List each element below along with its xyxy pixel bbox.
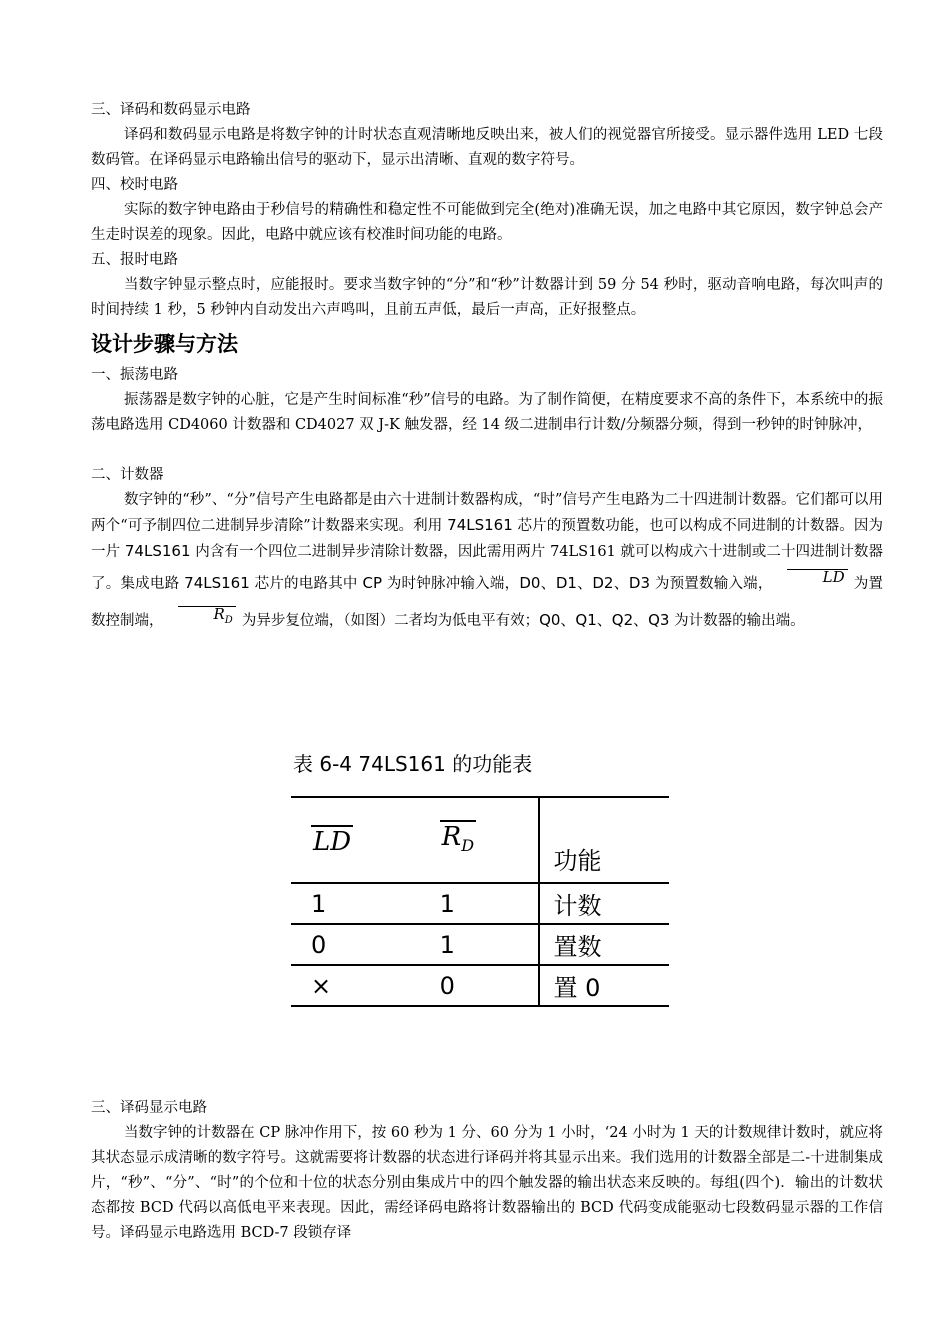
table-header-row bbox=[291, 797, 669, 883]
section-title-decoder-display: 三、译码和数码显示电路 bbox=[91, 102, 251, 118]
section-title-decoder-display-circuit: 三、译码显示电路 bbox=[91, 1100, 207, 1116]
document-body bbox=[91, 98, 883, 639]
paragraph-counter: 数字钟的“秒”、“分”信号产生电路都是由六十进制计数器构成，“时”信号产生电路为二十四进制计数器。它们都可以用两个“可予制四位二进制异步清除”计数器来实现。利用 74LS161 芯片的预置数功能，也可以构成不同进制的计数器。因为一片 74LS161 内含有一个四位二进制异步清除计数器，因此需用两片 74LS161 就可以构成六十进制或二十四进制计数器了。集成电路 74LS161 芯片的电路其中 CP 为时钟脉冲输入端，D0、D1、D2、D3 为预置数输入端， LD 为置数控制端， $R_D$ 为异步复位端，（如图）二者均为低电平有效；Q0、Q1、Q2、Q3 为计数器的输出端。 bbox=[91, 492, 884, 629]
table-row: × 0 置 0 bbox=[291, 965, 669, 1006]
header-rd: $R_D$ bbox=[420, 797, 539, 883]
table-row: 1 1 计数 bbox=[291, 883, 669, 924]
function-table-figure bbox=[291, 744, 673, 1007]
paragraph-decoder-display: 译码和数码显示电路是将数字钟的计时状态直观清晰地反映出来，被人们的视觉器官所接受。显示器件选用 LED 七段数码管。在译码显示电路输出信号的驱动下，显示出清晰、直观的数字符号。 bbox=[91, 127, 883, 168]
rd-overline-symbol: $R_D$ bbox=[178, 606, 236, 628]
document-body-lower bbox=[91, 1096, 883, 1246]
table-row: 0 1 置数 bbox=[291, 924, 669, 965]
paragraph-time-calibration: 实际的数字钟电路由于秒信号的精确性和稳定性不可能做到完全(绝对)准确无误，加之电路中其它原因，数字钟总会产生走时误差的现象。因此，电路中就应该有校准时间功能的电路。 bbox=[91, 202, 883, 243]
header-ld: LD bbox=[313, 826, 352, 857]
section-title-time-calibration: 四、校时电路 bbox=[91, 177, 178, 193]
paragraph-hourly-chime: 当数字钟显示整点时，应能报时。要求当数字钟的“分”和“秒”计数器计到 59 分 54 秒时，驱动音响电路，每次叫声的时间持续 1 秒，5 秒钟内自动发出六声鸣叫，且前五声低，最后一声高，正好报整点。 bbox=[91, 277, 883, 318]
section-title-counter: 二、计数器 bbox=[91, 467, 164, 483]
paragraph-oscillator: 振荡器是数字钟的心脏，它是产生时间标准“秒”信号的电路。为了制作简便，在精度要求不高的条件下，本系统中的振荡电路选用 CD4060 计数器和 CD4027 双 J-K 触发器，经 14 级二进制串行计数/分频器分频，得到一秒钟的时钟脉冲， bbox=[91, 392, 883, 433]
table-caption: 表 6-4 74LS161 的功能表 bbox=[293, 752, 533, 776]
function-table bbox=[291, 796, 669, 1007]
ld-overline-symbol: LD bbox=[787, 569, 848, 585]
section-title-hourly-chime: 五、报时电路 bbox=[91, 252, 178, 268]
header-function: 功能 bbox=[539, 797, 669, 883]
section-title-oscillator: 一、振荡电路 bbox=[91, 367, 178, 383]
paragraph-decoder-display-circuit: 当数字钟的计数器在 CP 脉冲作用下，按 60 秒为 1 分、60 分为 1 小时，‘24 小时为 1 天的计数规律计数时，就应将其状态显示成清晰的数字符号。这就需要将计数器的状态进行译码并将其显示出来。我们选用的计数器全部是二-十进制集成片，“秒”、“分”、“时”的个位和十位的状态分别由集成片中的四个触发器的输出状态来反映的。每组(四个)．输出的计数状态都按 BCD 代码以高低电平来表现。因此，需经译码电路将计数器输出的 BCD 代码变成能驱动七段数码显示器的工作信号。译码显示电路选用 BCD-7 段锁存译 bbox=[91, 1125, 883, 1241]
heading-design-steps: 设计步骤与方法 bbox=[91, 332, 238, 356]
spacer bbox=[91, 438, 883, 463]
